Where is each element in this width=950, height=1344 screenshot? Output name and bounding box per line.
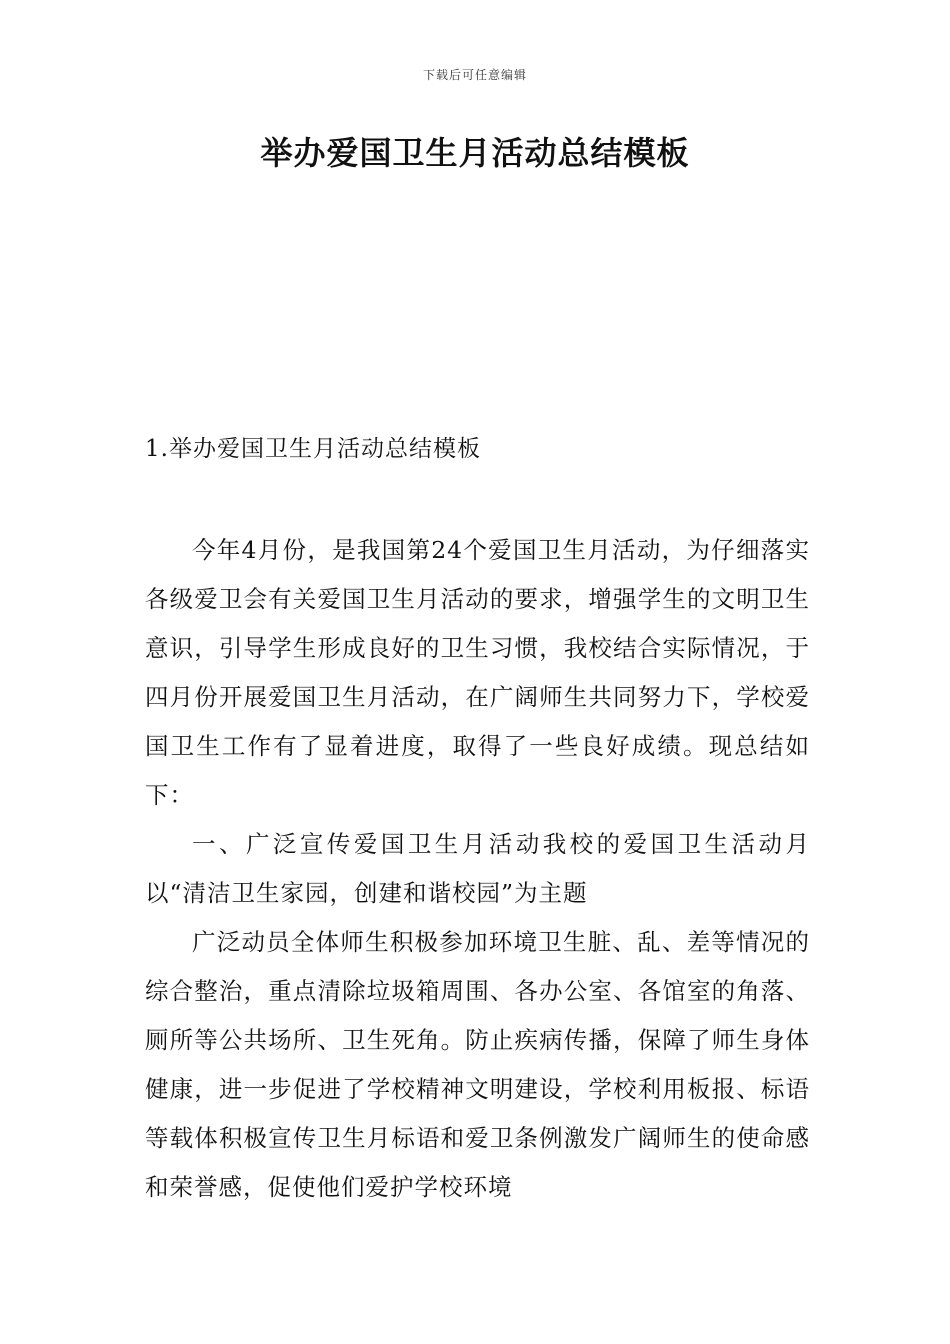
paragraph: 广泛动员全体师生积极参加环境卫生脏、乱、差等情况的综合整治，重点清除垃圾箱周围、各办公室、各馆室的角落、厕所等公共场所、卫生死角。防止疾病传播，保障了师生身体健康，进一步促进了学校精神文明建设，学校利用板报、标语等载体积极宣传卫生月标语和爱卫条例激发广阔师生的使命感和荣誉感，促使他们爱护学校环境 [145, 928, 810, 1201]
paragraph: 一、广泛宣传爱国卫生月活动我校的爱国卫生活动月以“清洁卫生家园，创建和谐校园”为主题 [145, 830, 810, 907]
section-heading: 1.举办爱国卫生月活动总结模板 [145, 436, 481, 462]
header-note: 下载后可任意编辑 [422, 68, 527, 82]
body-text [145, 526, 810, 1212]
paragraph: 今年4月份，是我国第24个爱国卫生月活动，为仔细落实各级爱卫会有关爱国卫生月活动的要求，增强学生的文明卫生意识，引导学生形成良好的卫生习惯，我校结合实际情况，于四月份开展爱国卫生月活动，在广阔师生共同努力下，学校爱国卫生工作有了显着进度，取得了一些良好成绩。现总结如下： [145, 536, 810, 809]
document-title: 举办爱国卫生月活动总结模板 [260, 134, 690, 172]
